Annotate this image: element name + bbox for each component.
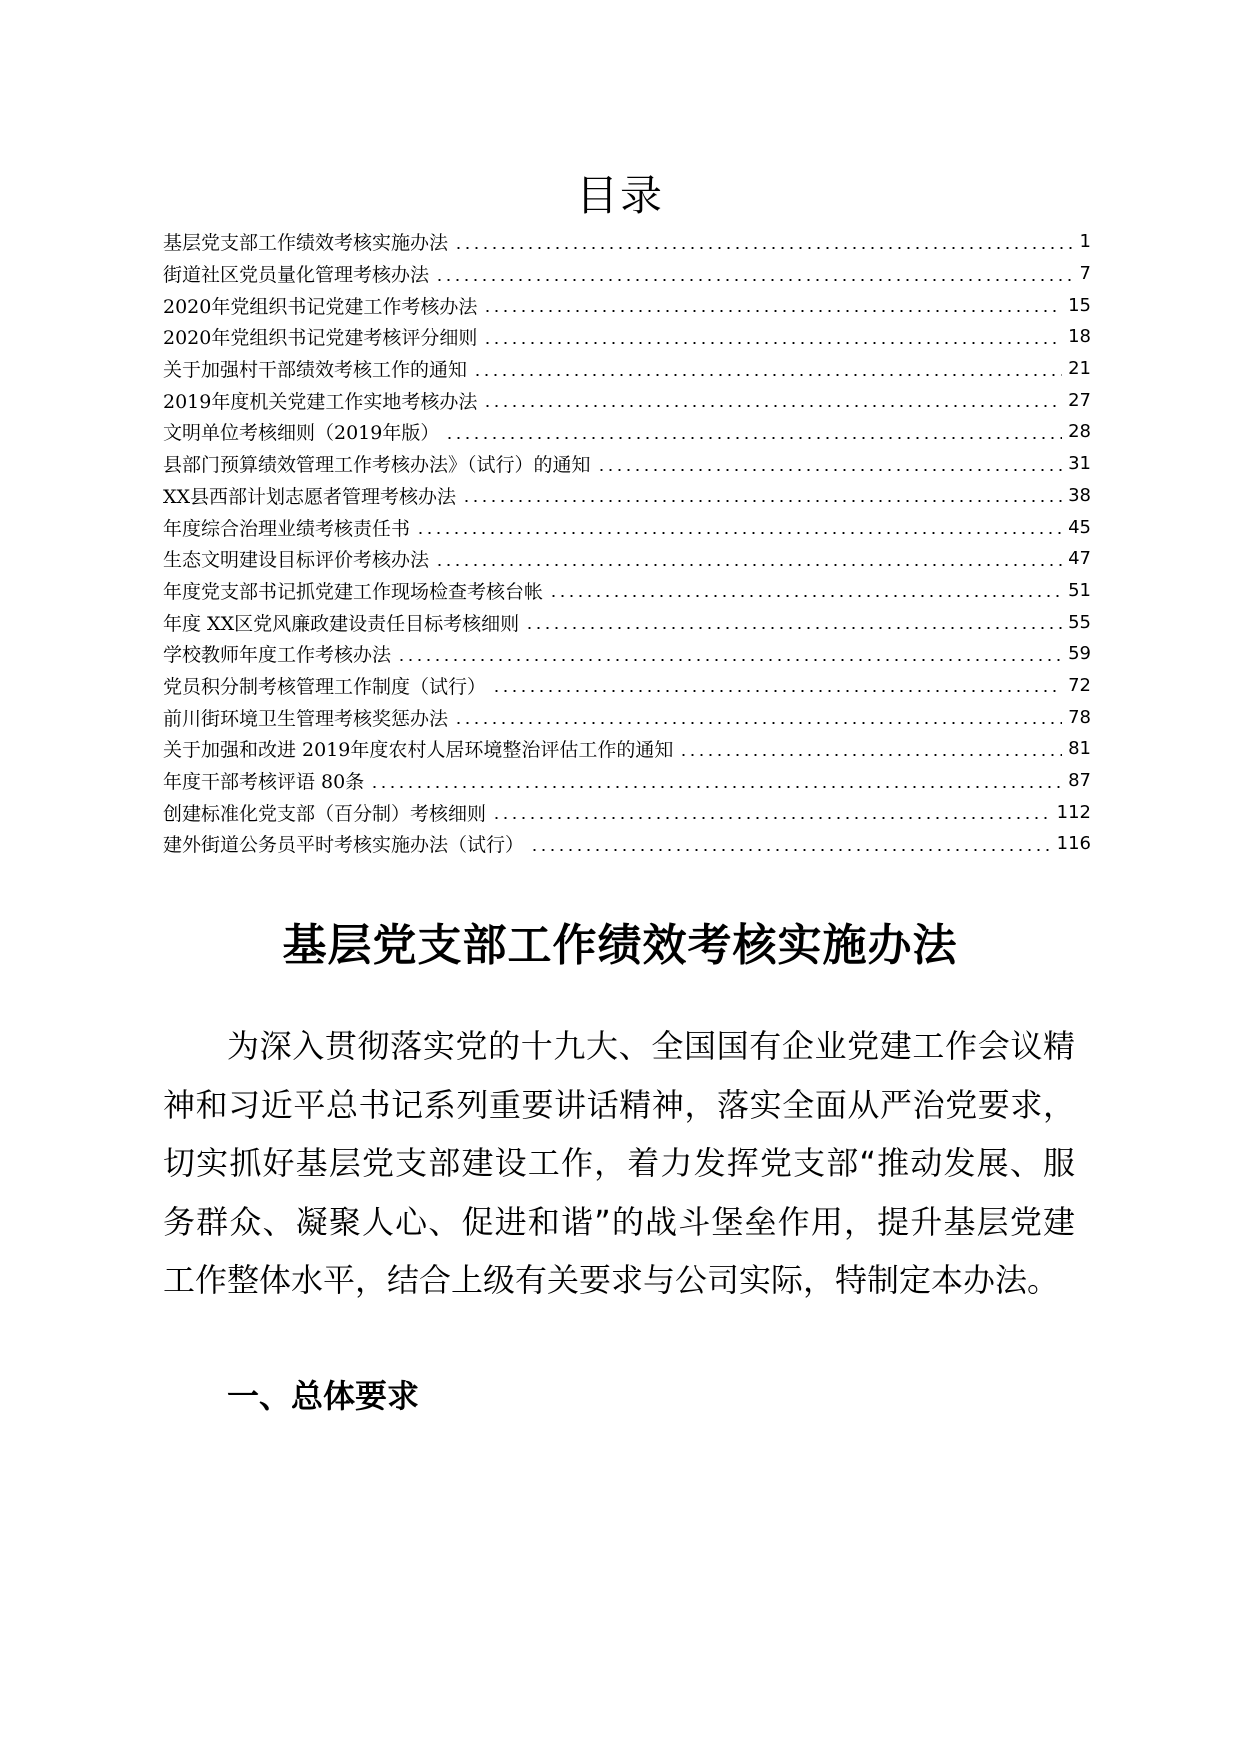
toc-leader-dots xyxy=(462,500,1062,502)
toc-title: 目录 xyxy=(575,171,664,220)
section-heading: 一、总体要求 xyxy=(227,1377,420,1415)
toc-item[interactable] xyxy=(163,575,1091,607)
toc-item-page: 18 xyxy=(1068,326,1091,348)
toc-item[interactable] xyxy=(163,796,1091,828)
toc-item[interactable] xyxy=(163,353,1091,385)
toc-item-page: 78 xyxy=(1068,706,1091,728)
toc-item[interactable] xyxy=(163,384,1091,416)
toc-item-text: 年度 XX区党风廉政建设责任目标考核细则 xyxy=(163,612,520,635)
toc-item-page: 59 xyxy=(1068,643,1091,665)
toc-item-page: 1 xyxy=(1079,231,1091,253)
toc-item-text: 2020年党组织书记党建工作考核办法 xyxy=(163,295,478,318)
body-paragraph: 为深入贯彻落实党的十九大、全国国有企业党建工作会议精神和习近平总书记系列重要讲话精神，落实全面从严治党要求，切实抓好基层党支部建设工作，着力发挥党支部“推动发展、服务群众、凝聚人心、促进和谐”的战斗堡垒作用，提升基层党建工作整体水平，结合上级有关要求与公司实际，特制定本办法。 xyxy=(163,1027,1075,1299)
toc-leader-dots xyxy=(454,247,1074,249)
toc-item[interactable] xyxy=(163,416,1091,448)
toc-item[interactable] xyxy=(163,670,1091,702)
toc-item-page: 81 xyxy=(1068,738,1091,760)
toc-leader-dots xyxy=(679,754,1062,756)
toc-item[interactable] xyxy=(163,765,1091,797)
toc-item-text: 文明单位考核细则（2019年版） xyxy=(163,422,440,445)
toc-item-page: 87 xyxy=(1068,770,1091,792)
toc-item-text: 建外街道公务员平时考核实施办法（试行） xyxy=(163,834,525,857)
toc-item[interactable] xyxy=(163,321,1091,353)
toc-item-page: 15 xyxy=(1068,294,1091,316)
toc-leader-dots xyxy=(397,659,1062,661)
toc-leader-dots xyxy=(597,469,1063,471)
toc-item-page: 45 xyxy=(1068,516,1091,538)
toc-item-text: 基层党支部工作绩效考核实施办法 xyxy=(163,232,449,255)
toc-leader-dots xyxy=(492,690,1062,692)
toc-item-text: 县部门预算绩效管理工作考核办法》（试行）的通知 xyxy=(163,454,591,477)
toc-item-page: 28 xyxy=(1068,421,1091,443)
toc-item[interactable] xyxy=(163,606,1091,638)
toc-item[interactable] xyxy=(163,543,1091,575)
document-title: 基层党支部工作绩效考核实施办法 xyxy=(282,920,958,972)
toc-item-page: 21 xyxy=(1068,358,1091,380)
toc-item[interactable] xyxy=(163,511,1091,543)
toc-item-text: 年度干部考核评语 80条 xyxy=(163,771,365,794)
toc-leader-dots xyxy=(435,279,1074,281)
toc-leader-dots xyxy=(435,564,1062,566)
toc-leader-dots xyxy=(454,722,1062,724)
toc-item-text: 2019年度机关党建工作实地考核办法 xyxy=(163,390,478,413)
toc-item-text: 2020年党组织书记党建考核评分细则 xyxy=(163,327,478,350)
toc-item-page: 38 xyxy=(1068,484,1091,506)
toc-leader-dots xyxy=(445,437,1062,439)
toc-item-text: 年度党支部书记抓党建工作现场检查考核台帐 xyxy=(163,580,544,603)
toc-item-page: 51 xyxy=(1068,579,1091,601)
toc-item-page: 55 xyxy=(1068,611,1091,633)
toc-leader-dots xyxy=(483,342,1062,344)
toc-item-text: 创建标准化党支部（百分制）考核细则 xyxy=(163,802,487,825)
toc-leader-dots xyxy=(483,405,1062,407)
toc-item-text: 年度综合治理业绩考核责任书 xyxy=(163,517,411,540)
toc-item-page: 112 xyxy=(1056,801,1091,823)
toc-item-text: 前川街环境卫生管理考核奖惩办法 xyxy=(163,707,449,730)
toc-item-page: 116 xyxy=(1056,833,1091,855)
toc-leader-dots xyxy=(483,310,1062,312)
toc-item[interactable] xyxy=(163,638,1091,670)
toc-item-page: 47 xyxy=(1068,548,1091,570)
toc-item[interactable] xyxy=(163,289,1091,321)
toc-item[interactable] xyxy=(163,733,1091,765)
toc-item[interactable] xyxy=(163,258,1091,290)
toc-item-text: 学校教师年度工作考核办法 xyxy=(163,644,392,667)
toc-leader-dots xyxy=(525,627,1062,629)
toc-item[interactable] xyxy=(163,828,1091,860)
toc-item[interactable] xyxy=(163,226,1091,258)
toc-item-text: 关于加强村干部绩效考核工作的通知 xyxy=(163,359,468,382)
toc-item-text: XX县西部计划志愿者管理考核办法 xyxy=(163,485,457,508)
toc-item-text: 街道社区党员量化管理考核办法 xyxy=(163,264,430,287)
toc-list xyxy=(163,226,1091,860)
toc-leader-dots xyxy=(530,849,1051,851)
toc-leader-dots xyxy=(473,374,1062,376)
toc-leader-dots xyxy=(492,817,1051,819)
toc-item-page: 72 xyxy=(1068,674,1091,696)
toc-item-page: 31 xyxy=(1068,453,1091,475)
toc-item[interactable] xyxy=(163,448,1091,480)
toc-item[interactable] xyxy=(163,701,1091,733)
toc-item-text: 生态文明建设目标评价考核办法 xyxy=(163,549,430,572)
toc-item[interactable] xyxy=(163,480,1091,512)
toc-leader-dots xyxy=(416,532,1062,534)
toc-item-text: 党员积分制考核管理工作制度（试行） xyxy=(163,675,487,698)
toc-item-page: 27 xyxy=(1068,389,1091,411)
toc-leader-dots xyxy=(370,786,1062,788)
toc-item-page: 7 xyxy=(1079,263,1091,285)
toc-leader-dots xyxy=(549,595,1062,597)
toc-item-text: 关于加强和改进 2019年度农村人居环境整治评估工作的通知 xyxy=(163,739,674,762)
